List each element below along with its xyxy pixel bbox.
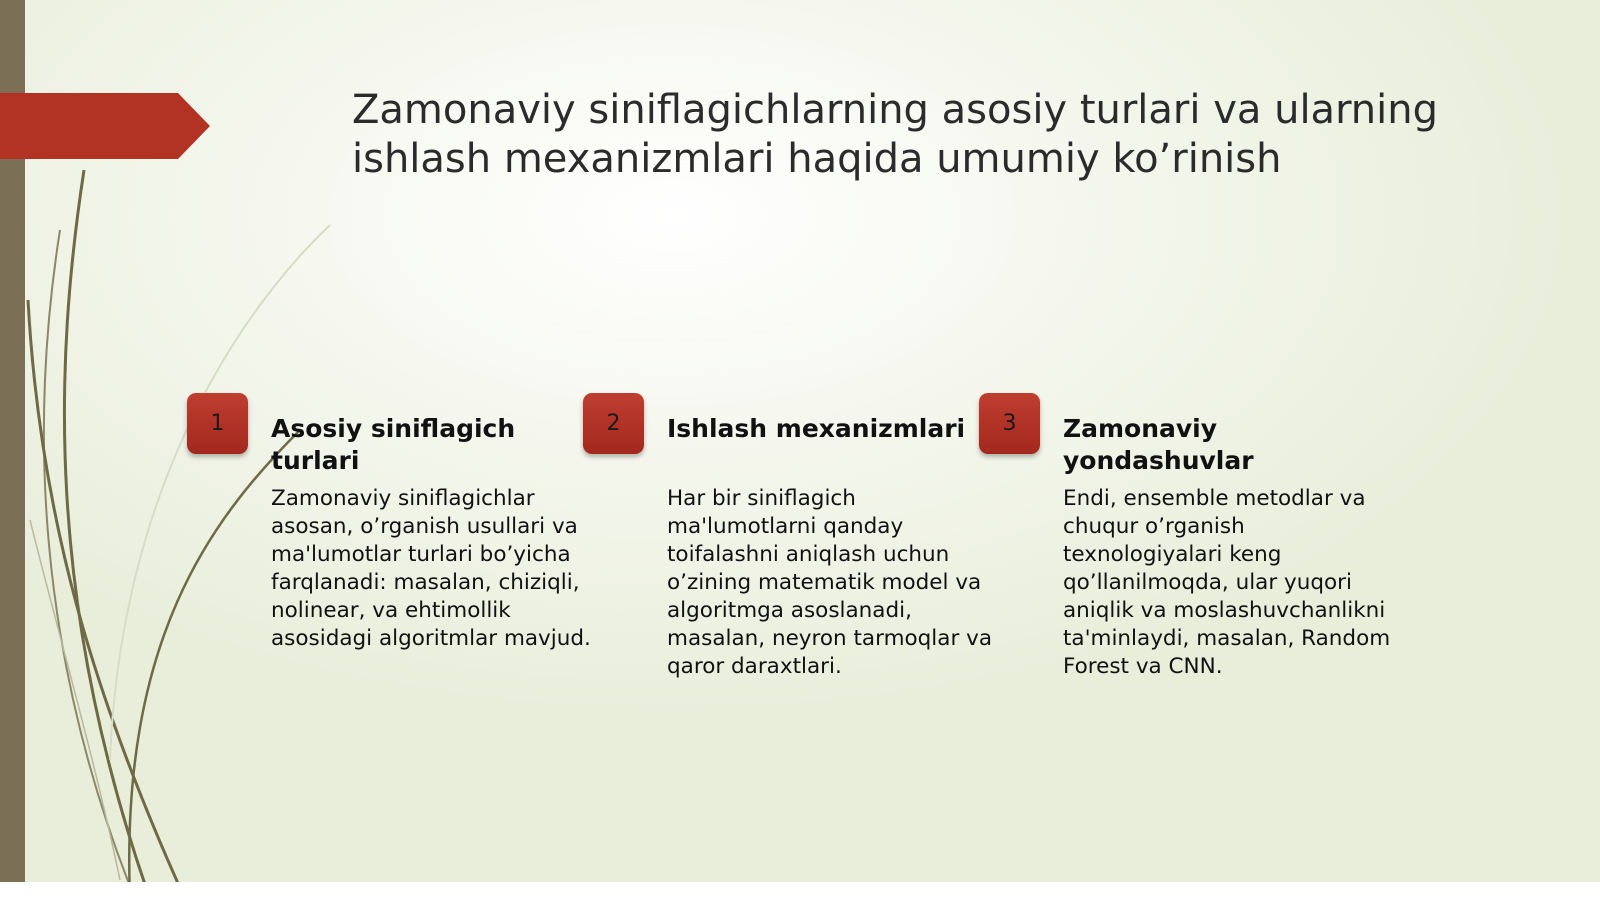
card-text: Endi, ensemble metodlar va chuqur o’rganish texnologiyalari keng qo’llanilmoqda, ular yuqori aniqlik va moslashuvchanlikni ta'minlaydi, masalan, Random Forest va CNN.: [1063, 486, 1391, 679]
number-badge: 1: [187, 393, 248, 454]
number-badge: 3: [979, 393, 1040, 454]
card-title: Ishlash mexanizmlari: [667, 414, 966, 443]
title-arrow-banner: [0, 93, 210, 159]
card-title: Asosiy siniflagich turlari: [271, 414, 516, 475]
bottom-strip: [0, 882, 1600, 899]
slide-title: Zamonaviy siniflagichlarning asosiy turlari va ularning ishlash mexanizmlari haqida umumiy ko’rinish: [352, 87, 1439, 182]
card-text: Zamonaviy siniflagichlar asosan, o’rganish usullari va ma'lumotlar turlari bo’yicha farqlanadi: masalan, chiziqli, nolinear, va ehtimollik asosidagi algoritmlar mavjud.: [271, 486, 591, 651]
number-badge: 2: [583, 393, 644, 454]
card-title: Zamonaviy yondashuvlar: [1063, 414, 1254, 475]
card-text: Har bir siniflagich ma'lumotlarni qanday toifalashni aniqlash uchun o’zining matematik model va algoritmga asoslanadi, masalan, neyron tarmoqlar va qaror daraxtlari.: [667, 486, 993, 679]
